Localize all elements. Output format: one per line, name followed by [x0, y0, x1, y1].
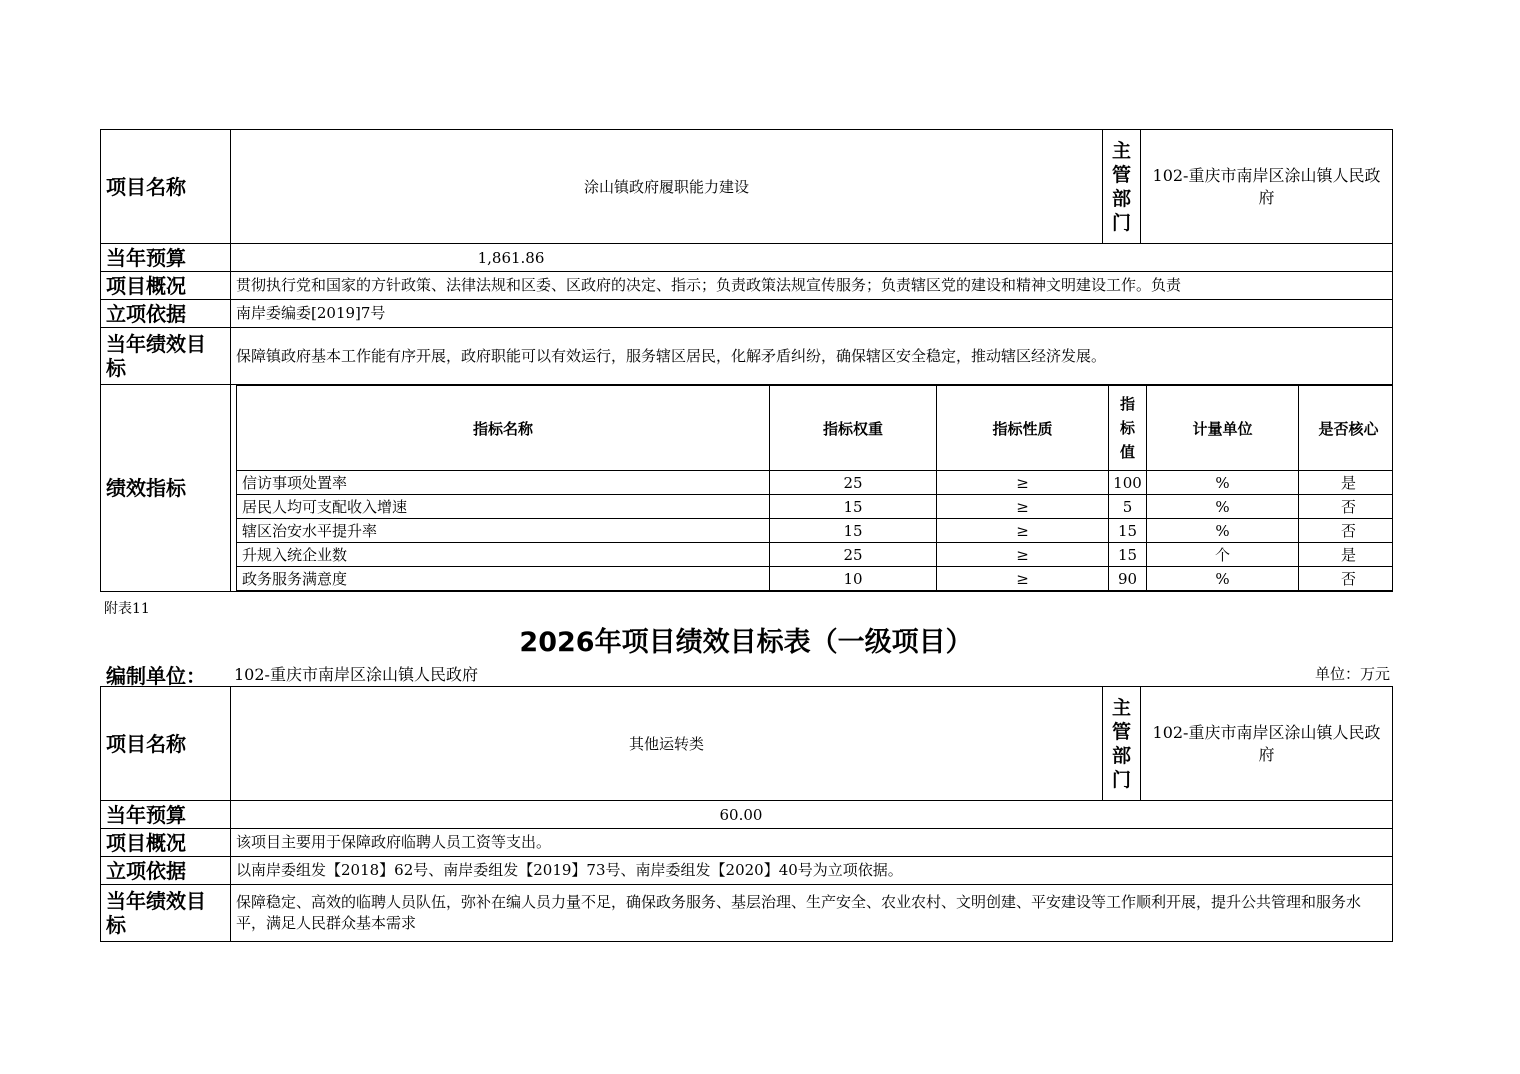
indicator-unit: %: [1147, 471, 1299, 495]
header-indicator-weight: 指标权重: [770, 386, 937, 471]
indicator-value: 100: [1109, 471, 1147, 495]
indicators-cell: [231, 385, 1393, 592]
indicator-core: 否: [1299, 519, 1393, 543]
budget-value: 60.00: [719, 805, 763, 824]
indicator-core: 是: [1299, 543, 1393, 567]
indicators-label: 绩效指标: [101, 385, 231, 592]
indicator-name: 辖区治安水平提升率: [237, 519, 770, 543]
indicator-nature: ≥: [937, 471, 1109, 495]
goal-value: 保障稳定、高效的临聘人员队伍，弥补在编人员力量不足，确保政务服务、基层治理、生产安全、农业农村、文明创建、平安建设等工作顺利开展，提升公共管理和服务水平，满足人民群众基本需求: [231, 885, 1393, 942]
overview-label: 项目概况: [101, 829, 231, 857]
indicator-unit: %: [1147, 567, 1299, 591]
budget-value: 1,861.86: [477, 248, 545, 267]
header-indicator-value: 指 标 值: [1109, 386, 1147, 471]
project-name-label: 项目名称: [101, 130, 231, 244]
dept-value: 102-重庆市南岸区涂山镇人民政府: [1141, 687, 1393, 801]
indicators-header-row: [237, 386, 1393, 471]
budget-label: 当年预算: [101, 244, 231, 272]
indicator-value: 90: [1109, 567, 1147, 591]
indicator-weight: 25: [770, 543, 937, 567]
indicator-name: 政务服务满意度: [237, 567, 770, 591]
table-row: [237, 543, 1393, 567]
indicator-nature: ≥: [937, 495, 1109, 519]
indicator-name: 居民人均可支配收入增速: [237, 495, 770, 519]
header-indicator-nature: 指标性质: [937, 386, 1109, 471]
table-row: [237, 471, 1393, 495]
goal-label: 当年绩效目标: [101, 328, 231, 385]
indicator-name: 信访事项处置率: [237, 471, 770, 495]
indicator-nature: ≥: [937, 543, 1109, 567]
basis-value: 南岸委编委[2019]7号: [231, 300, 1393, 328]
goal-value: 保障镇政府基本工作能有序开展，政府职能可以有效运行，服务辖区居民，化解矛盾纠纷，确保辖区安全稳定，推动辖区经济发展。: [231, 328, 1393, 385]
table-row: [237, 495, 1393, 519]
overview-label: 项目概况: [101, 272, 231, 300]
indicator-nature: ≥: [937, 519, 1109, 543]
budget-label: 当年预算: [101, 801, 231, 829]
compiling-unit-value: 102-重庆市南岸区涂山镇人民政府: [234, 665, 478, 684]
dept-label: 主 管 部 门: [1103, 130, 1141, 244]
project-table-1: [100, 129, 1393, 592]
indicator-unit: %: [1147, 495, 1299, 519]
project-name-label: 项目名称: [101, 687, 231, 801]
indicator-weight: 15: [770, 519, 937, 543]
table-row: [237, 567, 1393, 591]
basis-value: 以南岸委组发【2018】62号、南岸委组发【2019】73号、南岸委组发【2020】40号为立项依据。: [231, 857, 1393, 885]
indicator-nature: ≥: [937, 567, 1109, 591]
goal-label: 当年绩效目标: [101, 885, 231, 942]
project-name-value: 其他运转类: [231, 687, 1103, 801]
indicator-weight: 10: [770, 567, 937, 591]
project-table-2: [100, 686, 1393, 942]
indicator-weight: 15: [770, 495, 937, 519]
page-title: 2026年项目绩效目标表（一级项目）: [519, 627, 973, 658]
header-core: 是否核心: [1299, 386, 1393, 471]
budget-cell: [231, 244, 1393, 272]
indicator-unit: 个: [1147, 543, 1299, 567]
indicator-value: 5: [1109, 495, 1147, 519]
overview-value: 贯彻执行党和国家的方针政策、法律法规和区委、区政府的决定、指示；负责政策法规宣传服务；负责辖区党的建设和精神文明建设工作。负责: [236, 275, 1182, 294]
indicator-value: 15: [1109, 543, 1147, 567]
table-row: [237, 519, 1393, 543]
indicator-value: 15: [1109, 519, 1147, 543]
indicator-weight: 25: [770, 471, 937, 495]
compiling-unit-label: 编制单位：: [106, 664, 206, 688]
project-name-value: 涂山镇政府履职能力建设: [231, 130, 1103, 244]
overview-cell: [231, 272, 1393, 300]
budget-cell: [231, 801, 1393, 829]
indicator-core: 是: [1299, 471, 1393, 495]
basis-label: 立项依据: [101, 300, 231, 328]
indicator-core: 否: [1299, 567, 1393, 591]
indicator-name: 升规入统企业数: [237, 543, 770, 567]
indicator-core: 否: [1299, 495, 1393, 519]
header-unit: 计量单位: [1147, 386, 1299, 471]
dept-value: 102-重庆市南岸区涂山镇人民政府: [1141, 130, 1393, 244]
overview-value: 该项目主要用于保障政府临聘人员工资等支出。: [231, 829, 1393, 857]
indicators-table: [236, 385, 1393, 591]
appendix-note: 附表11: [104, 601, 150, 617]
currency-unit: 单位：万元: [1314, 665, 1390, 683]
basis-label: 立项依据: [101, 857, 231, 885]
dept-label: 主 管 部 门: [1103, 687, 1141, 801]
indicator-unit: %: [1147, 519, 1299, 543]
header-indicator-name: 指标名称: [237, 386, 770, 471]
